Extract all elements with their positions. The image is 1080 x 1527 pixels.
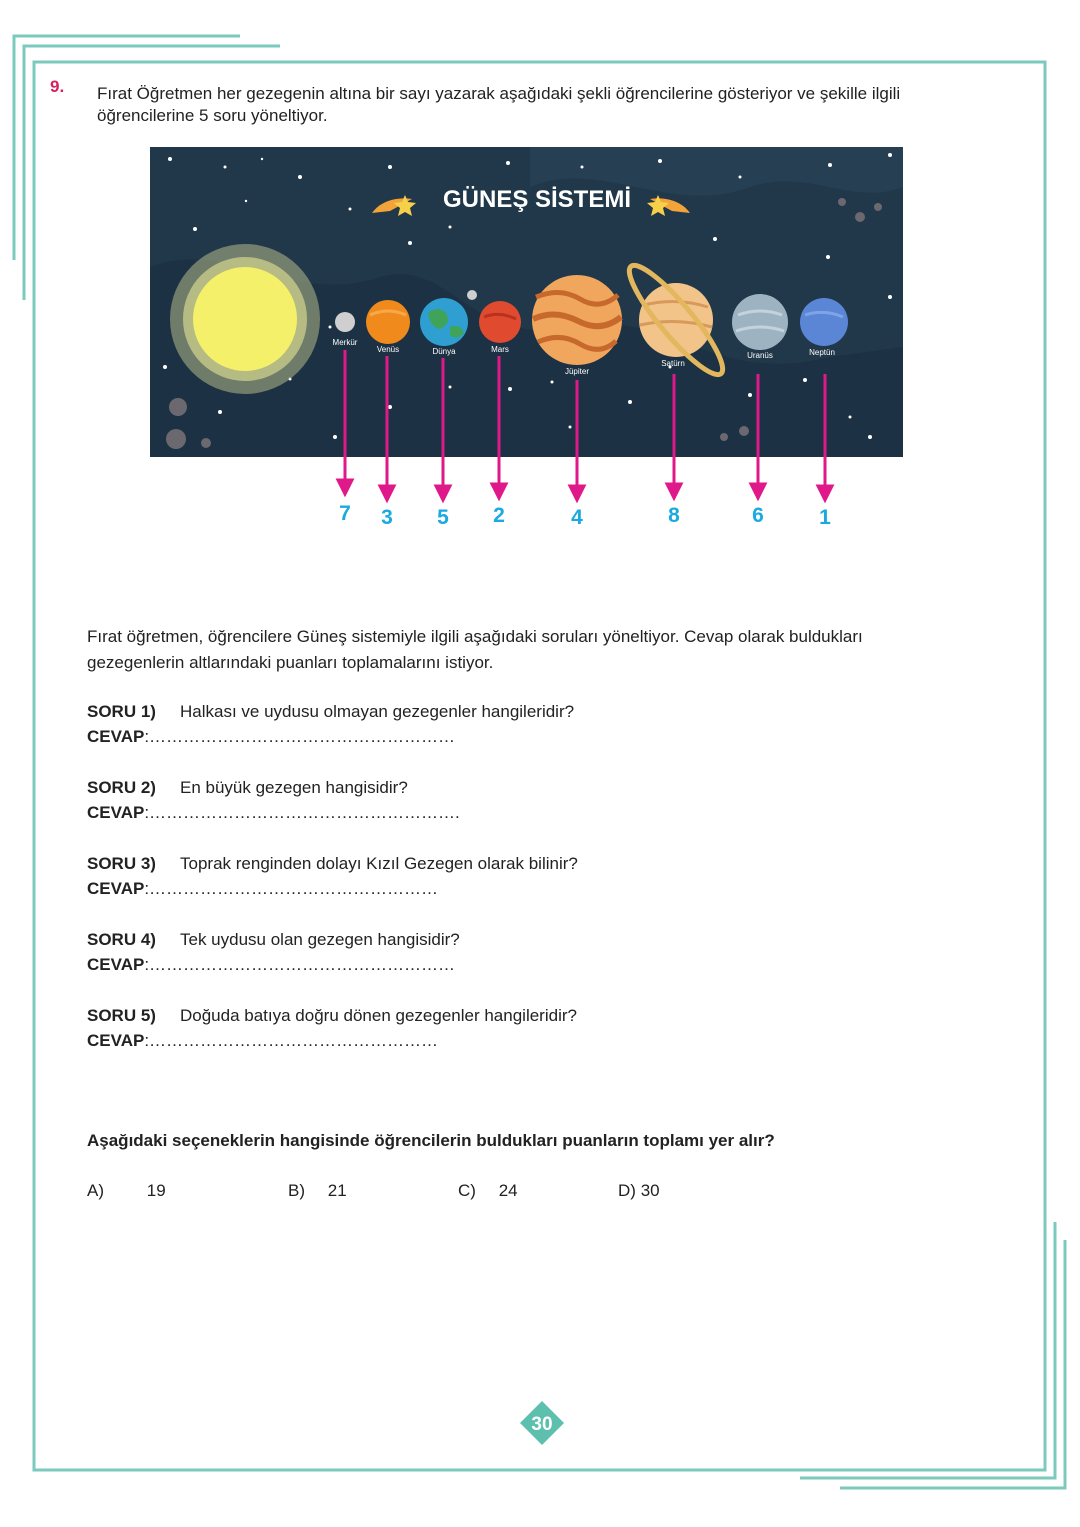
solar-system-illustration bbox=[150, 147, 903, 457]
option-value: 24 bbox=[498, 1181, 518, 1200]
answer-line[interactable]: :……………………………………………… bbox=[144, 727, 456, 746]
question-label: SORU 2) bbox=[87, 778, 156, 797]
question-text: Tek uydusu olan gezegen hangisidir? bbox=[180, 930, 460, 949]
question-3 bbox=[87, 851, 578, 901]
planet-label: Neptün bbox=[809, 348, 835, 357]
answer-label: CEVAP bbox=[87, 727, 145, 746]
page-number: 30 bbox=[531, 1414, 553, 1435]
planet-label: Jüpiter bbox=[564, 367, 590, 376]
option-value: 30 bbox=[640, 1181, 660, 1200]
illustration-title: GÜNEŞ SİSTEMİ bbox=[442, 186, 632, 213]
lead-text: Fırat öğretmen, öğrencilere Güneş sistemiyle ilgili aşağıdaki soruları yöneltiyor. Cevap olarak buldukları gezegenlerin altlarındaki puanları toplamalarını istiyor. bbox=[87, 627, 863, 672]
question-4 bbox=[87, 927, 460, 977]
answer-line[interactable]: :…………………………………………… bbox=[144, 879, 439, 898]
question-text: Halkası ve uydusu olmayan gezegenler hangileridir? bbox=[180, 702, 575, 721]
option-b[interactable] bbox=[288, 1181, 347, 1201]
option-value: 21 bbox=[327, 1181, 347, 1200]
option-a[interactable] bbox=[87, 1181, 166, 1201]
question-label: SORU 4) bbox=[87, 930, 156, 949]
planet-label: Mars bbox=[491, 345, 509, 354]
question-label: SORU 1) bbox=[87, 702, 156, 721]
question-text: Doğuda batıya doğru dönen gezegenler hangileridir? bbox=[180, 1006, 577, 1025]
question-1 bbox=[87, 699, 574, 749]
option-letter: A) bbox=[87, 1181, 104, 1200]
answer-line[interactable]: :…………………………………………… bbox=[144, 1031, 439, 1050]
question-label: SORU 5) bbox=[87, 1006, 156, 1025]
planet-number: 3 bbox=[381, 506, 393, 529]
option-value: 19 bbox=[146, 1181, 166, 1200]
answer-line[interactable]: :………………………………………………. bbox=[144, 803, 460, 822]
option-letter: C) bbox=[458, 1181, 476, 1200]
planet-label: Satürn bbox=[661, 359, 685, 368]
option-d[interactable] bbox=[618, 1181, 660, 1201]
planet-number: 1 bbox=[819, 506, 831, 529]
planet-number: 4 bbox=[571, 506, 583, 529]
planet-number: 7 bbox=[339, 502, 351, 525]
question-label: SORU 3) bbox=[87, 854, 156, 873]
planet-number: 6 bbox=[752, 504, 764, 527]
planet-label: Merkür bbox=[332, 338, 358, 347]
option-letter: B) bbox=[288, 1181, 305, 1200]
planet-label: Dünya bbox=[432, 347, 456, 356]
answer-label: CEVAP bbox=[87, 1031, 145, 1050]
planet-number: 8 bbox=[668, 504, 680, 527]
intro-text: Fırat Öğretmen her gezegenin altına bir sayı yazarak aşağıdaki şekli öğrencilerine gösteriyor ve şekille ilgili öğrencilerine 5 soru yöneltiyor. bbox=[97, 84, 901, 125]
question-5 bbox=[87, 1003, 577, 1053]
answer-label: CEVAP bbox=[87, 879, 145, 898]
answer-line[interactable]: :……………………………………………… bbox=[144, 955, 456, 974]
planet-label: Venüs bbox=[376, 345, 400, 354]
final-question: Aşağıdaki seçeneklerin hangisinde öğrencilerin buldukları puanların toplamı yer alır? bbox=[87, 1131, 775, 1150]
option-letter: D) bbox=[618, 1181, 636, 1200]
planet-label: Uranüs bbox=[747, 351, 773, 360]
planet-number: 2 bbox=[493, 504, 505, 527]
question-2 bbox=[87, 775, 460, 825]
question-text: Toprak renginden dolayı Kızıl Gezegen olarak bilinir? bbox=[180, 854, 578, 873]
answer-label: CEVAP bbox=[87, 955, 145, 974]
planet-number: 5 bbox=[437, 506, 449, 529]
question-text: En büyük gezegen hangisidir? bbox=[180, 778, 408, 797]
question-number: 9. bbox=[50, 77, 65, 96]
page-number-badge bbox=[519, 1400, 565, 1446]
option-c[interactable] bbox=[458, 1181, 518, 1201]
answer-label: CEVAP bbox=[87, 803, 145, 822]
